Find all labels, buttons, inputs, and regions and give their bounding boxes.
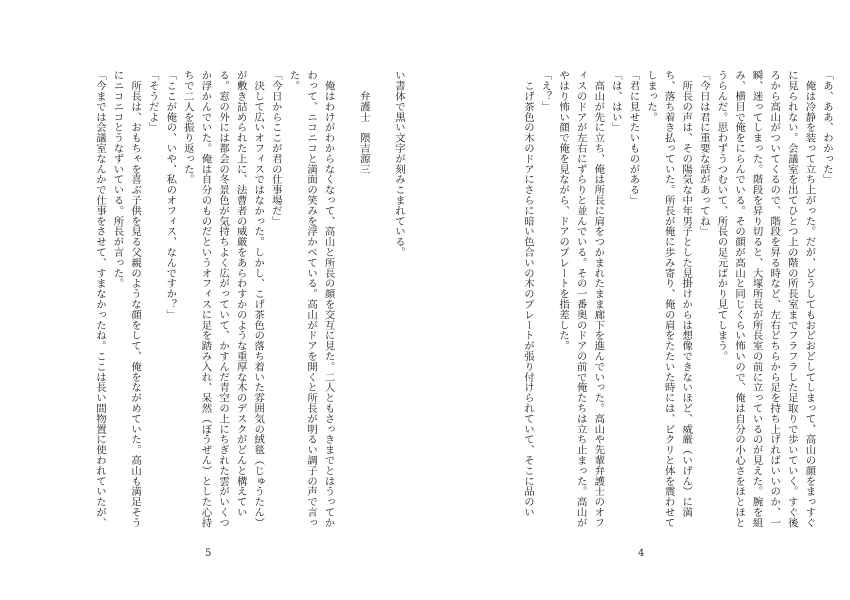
paragraph: 「あ、ああ、わかった」 xyxy=(821,70,833,185)
paragraph-blank xyxy=(337,70,355,530)
paragraph: 「は、はい」 xyxy=(609,70,622,133)
paragraph: 高山が先に立ち、俺は所長に肩をつかまれたまま廊下を進んでいった。高山や先輩弁護士のオフィスのドアが左右にずらりと並んでいる。その一番奥のドアの前で俺たちは立ち止まった。高山がやはり怖い顔で俺を見ながら、ドアのプレートを指差した。 xyxy=(557,70,605,528)
paragraph: 「え？」 xyxy=(539,70,552,112)
page-right-body xyxy=(483,70,835,530)
paragraph-nameplate: 弁護士 隈吉源三 xyxy=(357,70,370,174)
paragraph: 所長の声は、その陽気な中年男子とした見掛けからは想像できないほど、威厳（いげん）に満ち、落ち着き払っていた。所長が俺に歩み寄り、俺の肩をたたいた時には、ビクリと体を震わせてしまった。 xyxy=(645,70,693,528)
paragraph: 「そうだよ」 xyxy=(146,70,159,133)
paragraph-blank xyxy=(372,70,390,530)
paragraph: 「今日からここが君の仕事場だ」 xyxy=(269,70,282,226)
page-right xyxy=(425,0,850,600)
paragraph: 所長は、おもちゃを喜ぶ子供を見る父親のような顔をして、俺をながめていた。高山も満足そうにニコニコとうなずいている。所長が言った。 xyxy=(111,70,142,528)
paragraph: 「ここが俺の、いや、私のオフィス、なんですか？」 xyxy=(164,70,177,320)
paragraph: 決して広いオフィスではなかった。しかし、こげ茶色の落ち着いた雰囲気の絨毯（じゅうたん）が敷き詰められた上に、法曹者の威厳をあらわすかのような重厚な木のデスクがどんと構えている。窓の外には都会の冬景色が気持ちよく広がっていて、かすんだ青空の上にちぎれた雲がいくつか浮かんでいた。俺は自分のものだというオフィスに足を踏み入れ、呆然（ぼうぜん）とした心持ちで二人を振り返った。 xyxy=(181,70,265,528)
paragraph: 「今までは会議室なんかで仕事をさせて、すまなかったね。ここは長い間物置に使われていたが、 xyxy=(93,70,106,528)
paragraph: こげ茶色の木のドアにさらに暗い色合いの木のプレートが張り付けられていて、そこに品のい xyxy=(521,70,534,518)
page-number: 5 xyxy=(205,548,212,559)
paragraph: 「君に見せたいものがある」 xyxy=(627,70,640,206)
page-number: 4 xyxy=(638,548,645,559)
paragraph: 俺はわけがわからなくなって、高山と所長の顔を交互に見た。二人ともさっきまでとはうってかわって、ニコニコと満面の笑みを浮かべている。高山がドアを開くと所長が明るい調子の声で言った。 xyxy=(287,70,335,528)
paragraph: い書体で黒い文字が刻みこまれている。 xyxy=(393,70,405,258)
paragraph: 俺は冷静を装って立ち上がった。だが、どうしてもおどおどしてしまって、高山の顔をまっすぐに見られない。会議室を出てひとつ上の階の所長室までフラフラした足取りで歩いていく。すぐ後ろから高山がついてくるので、階段を昇る時など、左右どちらから足を持ち上げればいいのか、一瞬、迷ってしまった。階段を昇り切ると、大塚所長が所長室の前に立っているのが見えた。腕を組み、横目で俺をにらんでいる。その顔が高山と同じくらい怖いので、俺は自分の小心さをほとほとうらんだ。思わずうつむいて、所長の足元ばかり見てしまう。 xyxy=(715,70,816,528)
paragraph: 「今日は君に重要な話があってね」 xyxy=(697,70,710,237)
page-left-body xyxy=(52,70,407,530)
